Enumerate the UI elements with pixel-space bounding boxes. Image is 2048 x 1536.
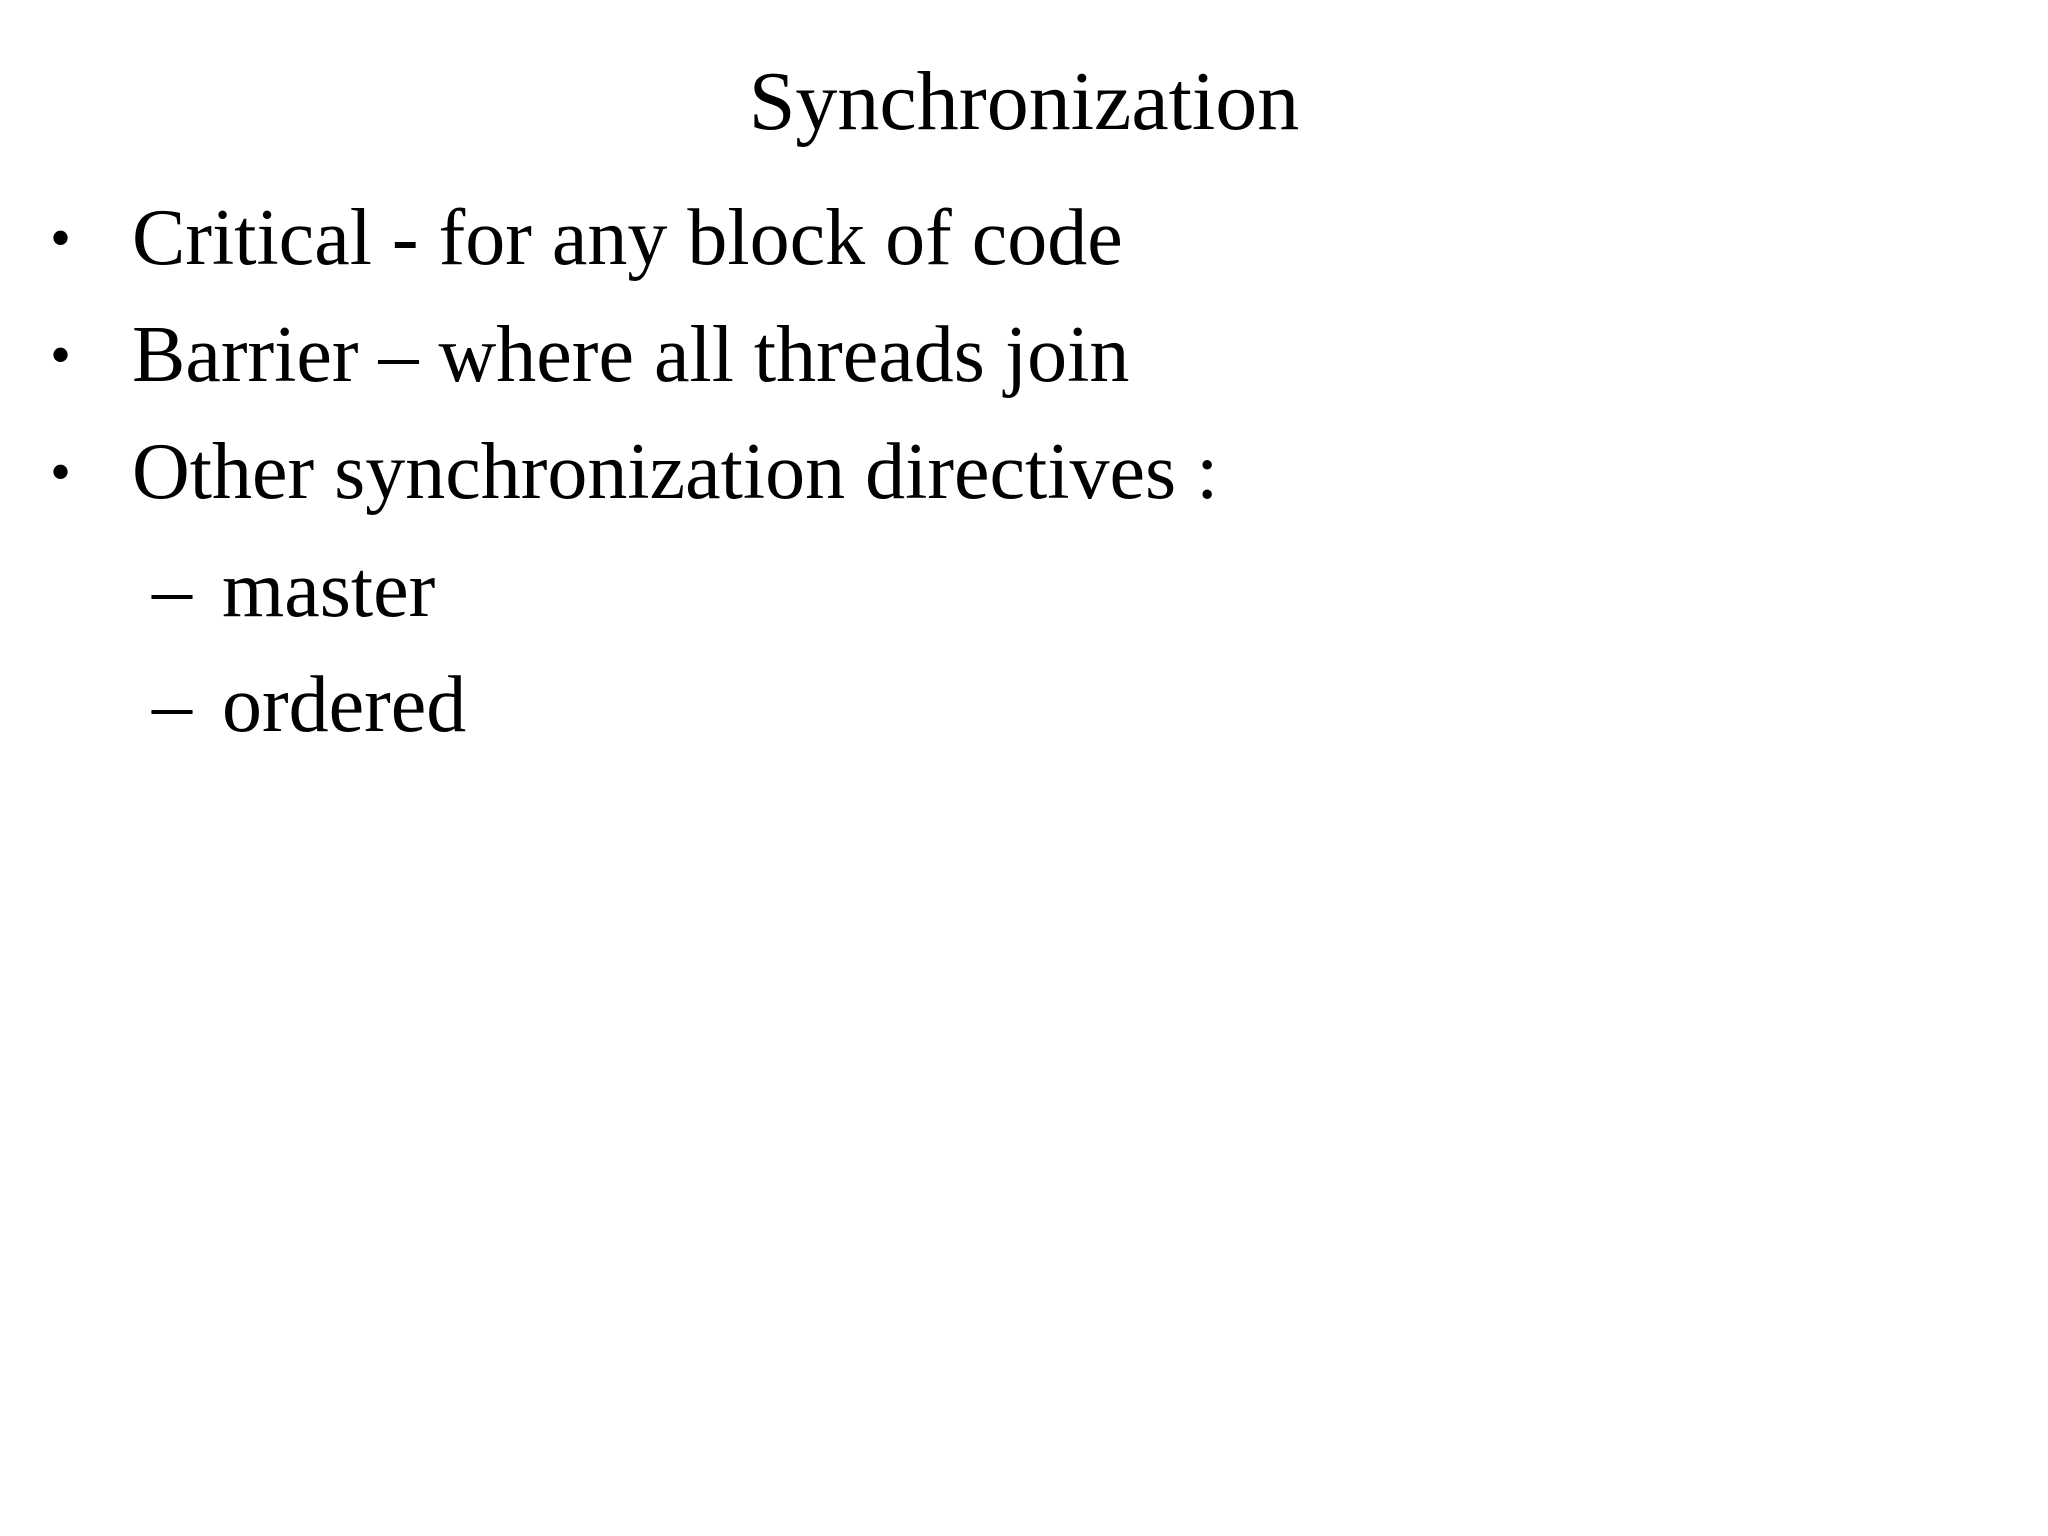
sub-bullet-marker: – — [152, 546, 192, 634]
sub-bullet-marker: – — [152, 661, 192, 749]
bullet-text: Critical - for any block of code — [132, 194, 1123, 282]
bullet-marker: • — [50, 439, 72, 505]
bullet-marker: • — [50, 205, 72, 271]
bullet-marker: • — [50, 322, 72, 388]
bullet-text: Barrier – where all threads join — [132, 311, 1130, 399]
bullet-text: Other synchronization directives : — [132, 428, 1219, 516]
sub-bullet-text: ordered — [222, 661, 467, 749]
slide-title: Synchronization — [748, 55, 1300, 148]
sub-bullet-text: master — [222, 546, 436, 634]
